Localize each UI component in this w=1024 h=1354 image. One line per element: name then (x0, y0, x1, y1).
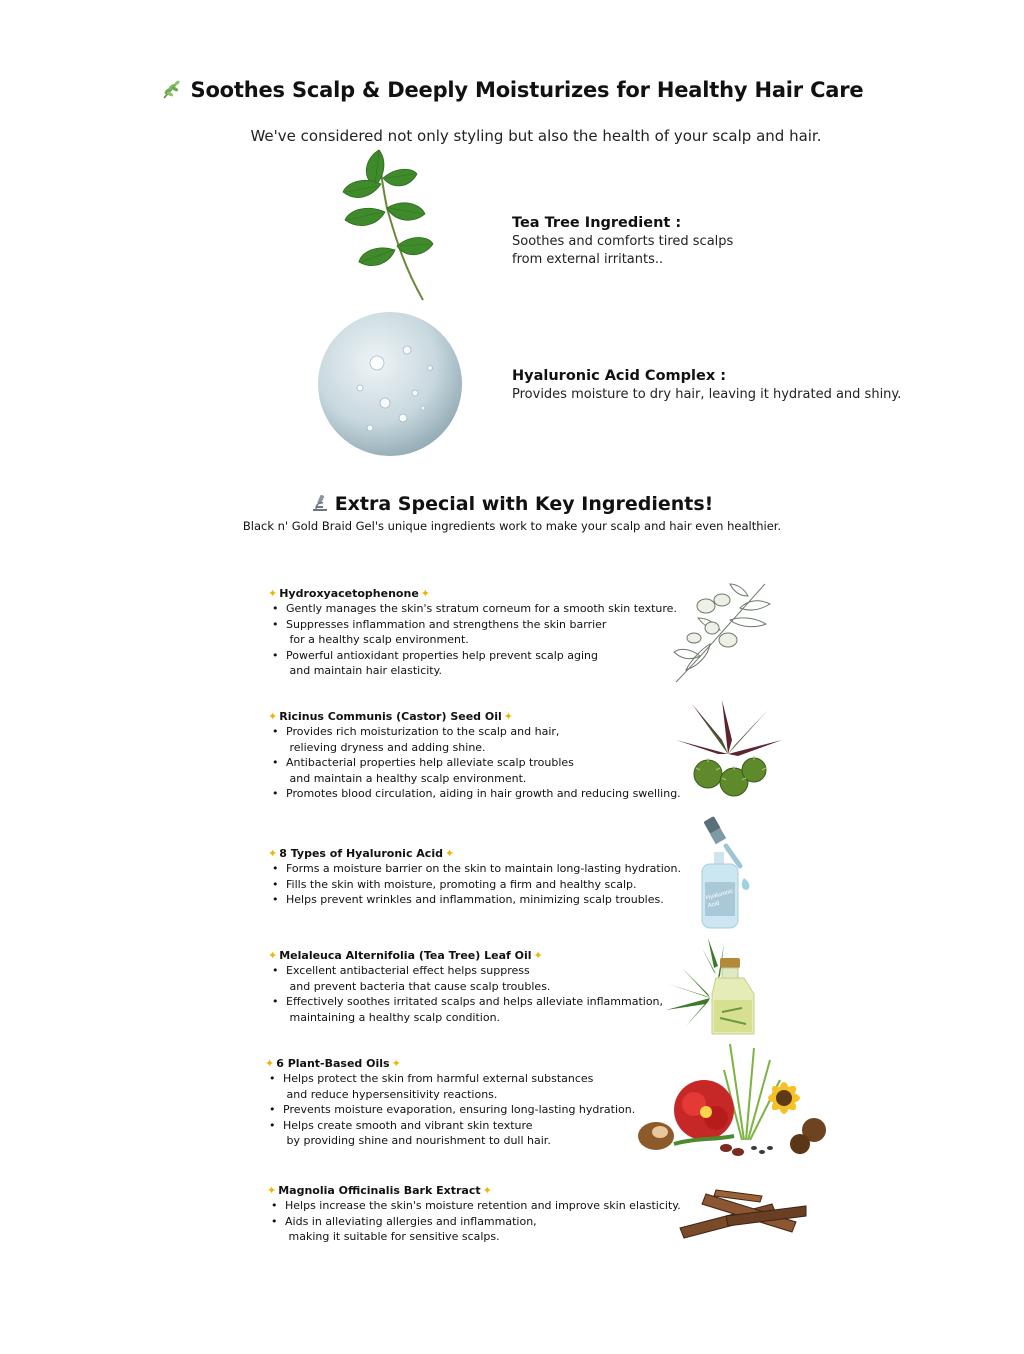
microscope-icon (311, 494, 329, 517)
list-item: • Helps protect the skin from harmful external substances and reduce hypersensitivity reactions. (263, 1071, 635, 1102)
ingredient-plant-based-oils (263, 1056, 635, 1148)
sparkle-icon: ✦ (267, 1184, 277, 1197)
list-item: • Excellent antibacterial effect helps suppress and prevent bacteria that cause scalp troubles. (266, 963, 663, 994)
list-item: • Aids in alleviating allergies and inflammation, making it suitable for sensitive scalps. (265, 1214, 681, 1245)
sparkle-icon: ✦ (268, 587, 278, 600)
herb-sprig-icon (161, 78, 183, 105)
hyaluronic-gel-drop-image (315, 308, 465, 458)
sparkle-icon: ✦ (265, 1057, 275, 1070)
sparkle-icon: ✦ (482, 1184, 492, 1197)
sparkle-icon: ✦ (444, 847, 455, 860)
sparkle-icon: ✦ (533, 949, 543, 962)
list-item: • Antibacterial properties help alleviate scalp troubles and maintain a healthy scalp environment. (266, 755, 681, 786)
list-item: • Helps increase the skin's moisture retention and improve skin elasticity. (265, 1198, 681, 1213)
list-item: • Helps create smooth and vibrant skin texture by providing shine and nourishment to dull hair. (263, 1118, 635, 1149)
ingredient-name: 6 Plant-Based Oils (276, 1057, 390, 1070)
ingredient-name: Melaleuca Alternifolia (Tea Tree) Leaf Oil (279, 949, 532, 962)
hyaluronic-ingredient-desc: Provides moisture to dry hair, leaving it hydrated and shiny. (512, 387, 902, 402)
tea-tree-ingredient-desc-line1: Soothes and comforts tired scalps (512, 234, 734, 249)
sparkle-icon: ✦ (420, 587, 430, 600)
list-item: • Helps prevent wrinkles and inflammation, minimizing scalp troubles. (266, 892, 681, 907)
list-item: • Powerful antioxidant properties help prevent scalp aging and maintain hair elasticity. (266, 648, 677, 679)
list-item: • Fills the skin with moisture, promoting a firm and healthy scalp. (266, 877, 681, 892)
tea-tree-ingredient-title: Tea Tree Ingredient : (512, 215, 682, 231)
plant-oils-collage (634, 1040, 832, 1162)
bottle-label-line1: Hyaluronic (705, 888, 735, 902)
ingredient-magnolia-bark (265, 1183, 681, 1245)
olive-branch-sketch (670, 578, 775, 686)
tea-tree-ingredient-block (512, 215, 733, 269)
magnolia-bark (676, 1186, 810, 1242)
sparkle-icon: ✦ (503, 710, 513, 723)
section-subtitle: Black n' Gold Braid Gel's unique ingredients work to make your scalp and hair even healthier. (242, 519, 782, 533)
section-title-text: Extra Special with Key Ingredients! (334, 493, 714, 515)
ingredient-hydroxyacetophenone (266, 586, 677, 678)
ingredient-tea-tree-leaf-oil (266, 948, 663, 1025)
castor-plant (672, 700, 784, 800)
list-item: • Effectively soothes irritated scalps and helps alleviate inflammation, maintaining a healthy scalp condition. (266, 994, 663, 1025)
bottle-label-line2: Acid (707, 900, 721, 910)
tea-tree-oil-bottle (662, 938, 762, 1040)
section-title (0, 493, 1024, 517)
list-item: • Promotes blood circulation, aiding in hair growth and reducing swelling. (266, 786, 681, 801)
list-item: • Prevents moisture evaporation, ensuring long-lasting hydration. (263, 1102, 635, 1117)
list-item: • Suppresses inflammation and strengthens the skin barrier for a healthy scalp environment. (266, 617, 677, 648)
list-item: • Provides rich moisturization to the scalp and hair, relieving dryness and adding shine. (266, 724, 681, 755)
list-item: • Gently manages the skin's stratum corneum for a smooth skin texture. (266, 601, 677, 616)
page-subtitle: We've considered not only styling but also the health of your scalp and hair. (250, 127, 822, 145)
hyaluronic-ingredient-block (512, 368, 901, 404)
sparkle-icon: ✦ (268, 847, 278, 860)
tea-tree-ingredient-desc-line2: from external irritants.. (512, 252, 664, 267)
ingredient-name: Magnolia Officinalis Bark Extract (278, 1184, 481, 1197)
sparkle-icon: ✦ (268, 949, 278, 962)
sparkle-icon: ✦ (391, 1057, 401, 1070)
sparkle-icon: ✦ (268, 710, 278, 723)
page-title (0, 78, 1024, 105)
tea-tree-leaf-image (325, 148, 440, 303)
ingredient-name: 8 Types of Hyaluronic Acid (279, 847, 443, 860)
ingredient-hyaluronic-acid (266, 846, 681, 908)
ingredient-name: Hydroxyacetophenone (279, 587, 419, 600)
ingredient-castor-seed-oil (266, 709, 681, 801)
ingredient-name: Ricinus Communis (Castor) Seed Oil (279, 710, 502, 723)
page-title-text: Soothes Scalp & Deeply Moisturizes for Healthy Hair Care (190, 78, 864, 102)
list-item: • Forms a moisture barrier on the skin to maintain long-lasting hydration. (266, 861, 681, 876)
hyaluronic-dropper-bottle (696, 816, 758, 930)
hyaluronic-ingredient-title: Hyaluronic Acid Complex : (512, 368, 727, 384)
